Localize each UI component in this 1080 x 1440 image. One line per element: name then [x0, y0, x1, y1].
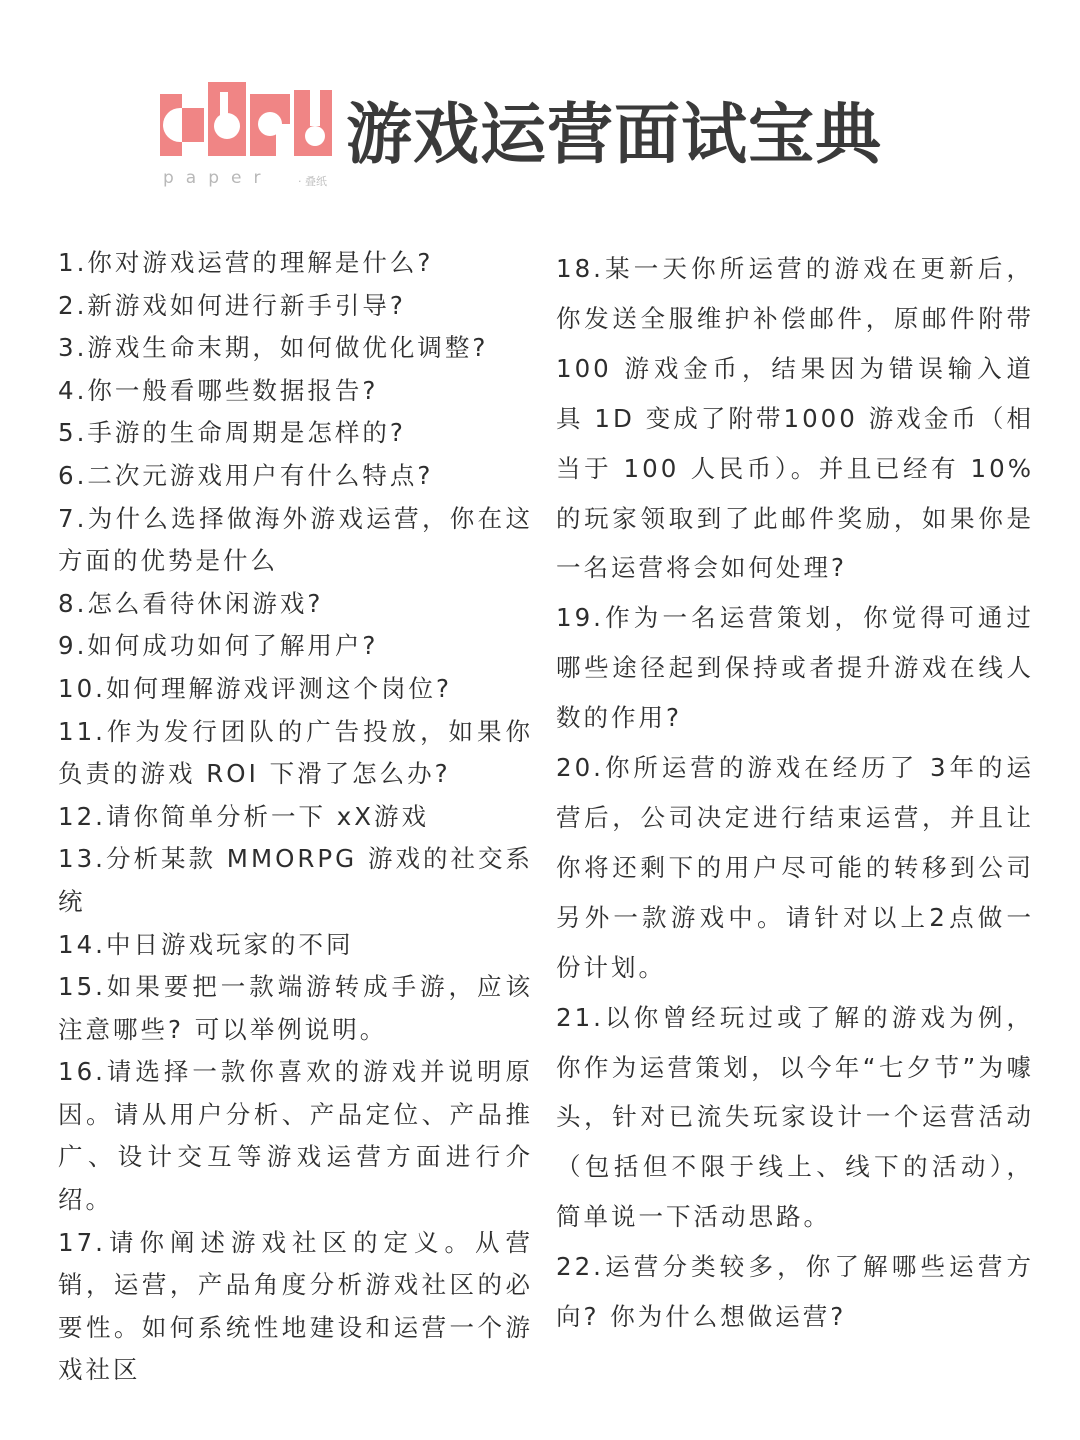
- question-item: 12.请你简单分析一下 xX游戏: [58, 801, 430, 831]
- question-item: 19.作为一名运营策划，你觉得可通过哪些途径起到保持或者提升游戏在线人数的作用?: [556, 603, 1034, 733]
- header: [0, 70, 1080, 200]
- question-item: 18.某一天你所运营的游戏在更新后，你发送全服维护补偿邮件，原邮件附带100 游戏金币，结果因为错误输入道具 1D 变成了附带1000 游戏金币（相当于 100 人民币）。并且已经有 10%的玩家领取到了此邮件奖励，如果你是一名运营将会如何处理?: [556, 254, 1034, 583]
- question-item: 10.如何理解游戏评测这个岗位?: [58, 673, 452, 703]
- question-item: 8.怎么看待休闲游戏?: [58, 588, 324, 618]
- question-item: 1.你对游戏运营的理解是什么?: [58, 248, 434, 277]
- question-item: 11.作为发行团队的广告投放，如果你负责的游戏 ROI 下滑了怎么办?: [58, 716, 533, 789]
- question-item: 17.请你阐述游戏社区的定义。从营销，运营，产品角度分析游戏社区的必要性。如何系统性地建设和运营一个游戏社区: [58, 1227, 533, 1385]
- question-item: 14.中日游戏玩家的不同: [58, 929, 354, 959]
- right-question-column: [556, 244, 1034, 1342]
- question-item: 15.如果要把一款端游转成手游，应该注意哪些? 可以举例说明。: [58, 972, 533, 1044]
- question-item: 2.新游戏如何进行新手引导?: [58, 290, 406, 320]
- question-item: 7.为什么选择做海外游戏运营，你在这方面的优势是什么: [58, 503, 533, 576]
- question-item: 5.手游的生命周期是怎样的?: [58, 418, 406, 448]
- logo-subtext: · 叠纸: [298, 175, 327, 188]
- logo-wordmark: paper: [163, 168, 273, 188]
- question-item: 20.你所运营的游戏在经历了 3年的运营后，公司决定进行结束运营，并且让你将还剩下的用户尽可能的转移到公司另外一款游戏中。请针对以上2点做一份计划。: [556, 753, 1034, 982]
- question-item: 4.你一般看哪些数据报告?: [58, 375, 379, 405]
- question-item: 22.运营分类较多，你了解哪些运营方向? 你为什么想做运营?: [556, 1252, 1034, 1332]
- question-item: 13.分析某款 MMORPG 游戏的社交系统: [58, 844, 533, 916]
- question-item: 3.游戏生命末期，如何做优化调整?: [58, 333, 489, 363]
- question-item: 21.以你曾经玩过或了解的游戏为例，你作为运营策划，以今年“七夕节”为噱头，针对已流失玩家设计一个运营活动（包括但不限于线上、线下的活动），简单说一下活动思路。: [556, 1002, 1034, 1232]
- question-item: 6.二次元游戏用户有什么特点?: [58, 460, 434, 490]
- left-question-column: [58, 242, 533, 1392]
- question-item: 9.如何成功如何了解用户?: [58, 631, 379, 661]
- question-item: 16.请选择一款你喜欢的游戏并说明原因。请从用户分析、产品定位、产品推广、设计交互等游戏运营方面进行介绍。: [58, 1057, 533, 1215]
- page-title: 游戏运营面试宝典: [346, 96, 882, 173]
